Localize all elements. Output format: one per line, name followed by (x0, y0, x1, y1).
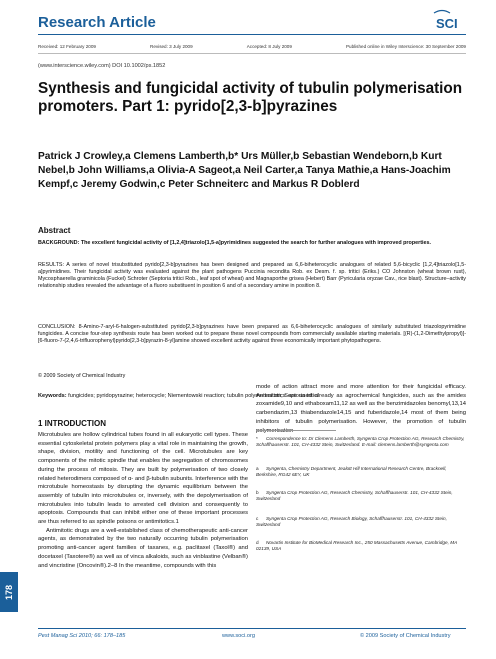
article-dates (38, 44, 466, 49)
site-link[interactable]: www.soci.org (222, 633, 255, 639)
dates-rule (38, 53, 466, 54)
footnote-d: d Novartis Institute for BioMedical Research Inc., 250 Massachusetts Avenue, Cambridge, MA 02139, USA (256, 540, 458, 552)
intro-heading: 1 INTRODUCTION (38, 419, 106, 428)
footnote-correspondence: * Correspondence to: Dr Clemens Lamberth, Syngenta Crop Protection AG, Research Chemistry, Schaffhauserstr. 101, CH-4332 Stein, Switzerland. E-mail: clemens.lamberth@syngenta.com (256, 436, 465, 448)
footnote-b: b Syngenta Crop Protection AG, Research Chemistry, Schaffhauserstr. 101, CH-4332 Stein, Switzerland (256, 490, 453, 502)
footnote-rule (256, 430, 336, 431)
footer-copyright: © 2009 Society of Chemical Industry (360, 633, 451, 639)
sci-logo-icon (430, 9, 472, 31)
abstract-background: BACKGROUND: The excellent fungicidal activity of [1,2,4]triazolo[1,5-a]pyrimidines suggested the search for further analogues with improved properties. (38, 240, 431, 246)
abstract-heading: Abstract (38, 226, 71, 235)
journal-citation: Pest Manag Sci 2010; 66: 178–185 (38, 633, 126, 639)
abstract-conclusion: CONCLUSION: 8-Amino-7-aryl-6-halogen-substituted pyrido[2,3-b]pyrazines have been prepared as 6,6-biheterocyclic analogues of similarly substituted triazolopyrimidine fungicides. A concise four-step synthesis route has been worked out to prepare these novel compounds from commercially available starting materials. [(R)-(1,2-Dimethylpropyl)]-[6-fluoro-7-(2,4,6-trifluorophenyl)pyrido[2,3-b]pyrazin-8-yl]amine showed excellent activity against three economically important phytopathogens. (38, 324, 466, 345)
article-title: Synthesis and fungicidal activity of tubulin polymerisation promoters. Part 1: pyrido[2,3-b]pyrazines (38, 80, 463, 115)
abstract-copyright: © 2009 Society of Chemical Industry (38, 373, 126, 379)
section-label: Research Article (38, 14, 156, 31)
abstract-results: RESULTS: A series of novel trisubstituted pyrido[2,3-b]pyrazines has been designed and prepared as 6,6-biheterocyclic analogues of related 5,6-bicyclic [1,2,4]triazolo[1,5-a]pyrimidines. Their fungicidal activity was evaluated against the plant pathogens Puccinia recondita Rob. ex Desm. f. sp. tritici (Eriks.) CO Johnston (wheat brown rust), Mycosphaerella graminicola (Fuckel) Schroter (Septoria tritici Rob., leaf spot of wheat) and Magnaporthe grisea (Hebert) Barr (Pyricularia oryzae Cav., rice blast). Structure–activity relationship studies revealed the advantage of a fluoro substituent in position 6 and of a secondary amine in position 8. (38, 262, 466, 290)
intro-paragraph-1: Microtubules are hollow cylindrical tubes found in all eukaryotic cell types. These essential cytoskeletal protein polymers play a vital role in maintaining the growth, shape, division, motility and functioning of the cell. Microtubules are key components of the mitotic spindle that enables the segregation of chromosomes during the process of mitosis. They are built by polymerisation of two closely related heterodimers composed of α- and β-tubulin subunits. Interference with the microtubule homeostasis by disrupting the dynamic equilibrium between the assembly of tubulin into microtubules or, inversely, with the depolymerisation of microtubules into tubulin leads to arrested cell division and consequently to apoptosis. Compounds that can inhibit either one of these important processes are thus referred to as spindle poisons or antimitotics.1 (38, 432, 248, 526)
author-list: Patrick J Crowley,a Clemens Lamberth,b* Urs Müller,b Sebastian Wendeborn,b Kurt Nebel,b John Williams,a Olivia-A Sageot,a Neil Carter,a Tanya Mathie,a Hans-Joachim Kempf,c Jeremy Godwin,c Peter Schneiterc and Markus R Doblerd (38, 151, 451, 190)
published-date: Published online in Wiley Interscience: 30 September 2009 (345, 44, 466, 49)
intro-column-right: mode of action attract more and more attention for their fungicidal efficacy. Antimitotics are used already as agrochemical fungicides, such as the amides zoxamide9,10 and ethaboxam11,12 as well as the benzimidazoles benomyl,13,14 carbendazim,13 thiabendazole14,15 and fuberidazole,14 most of them being inhibitors of tubulin polymerisation. However, the promotion of tubulin (256, 384, 466, 425)
footnote-c: c Syngenta Crop Protection AG, Research Biology, Schaffhauserstr. 101, CH-4332 Stein, Switzerland (256, 516, 447, 528)
received-date: Received: 12 February 2009 (38, 44, 96, 49)
keywords-label: Keywords: (38, 393, 67, 399)
footer-rule (38, 628, 466, 629)
header-rule (38, 34, 466, 35)
doi[interactable]: (www.interscience.wiley.com) DOI 10.1002/ps.1852 (38, 63, 166, 69)
keywords-text: fungicides; pyridopyrazine; heterocycle; Niementowski reaction; tubulin polymerisation; Septoria tritici (68, 393, 319, 399)
sci-logo-text: SCI (436, 16, 458, 31)
page-number: 178 (4, 584, 14, 600)
sci-logo (430, 9, 472, 31)
revised-date: Revised: 3 July 2009 (150, 44, 193, 49)
intro-paragraph-2: Antimitotic drugs are a well-established class of chemotherapeutic anti-cancer agents, as demonstrated by the two naturally occurring tubulin polymerisation promoting anti-cancer agent families of taxanes, e.g. paclitaxel (Taxol®) and docetaxel (Taxotere®) as well as of vinca alkaloids, such as vinblastine (Velban®) and vincristine (Oncovin®).2–8 In the meantime, compounds with this (38, 527, 248, 569)
accepted-date: Accepted: 8 July 2009 (246, 44, 292, 49)
intro-column-left (38, 431, 248, 570)
footnote-a: a Syngenta, Chemistry Department, Jealott Hill International Research Centre, Bracknell, Berkshire, RG42 6EY, UK (256, 466, 447, 478)
